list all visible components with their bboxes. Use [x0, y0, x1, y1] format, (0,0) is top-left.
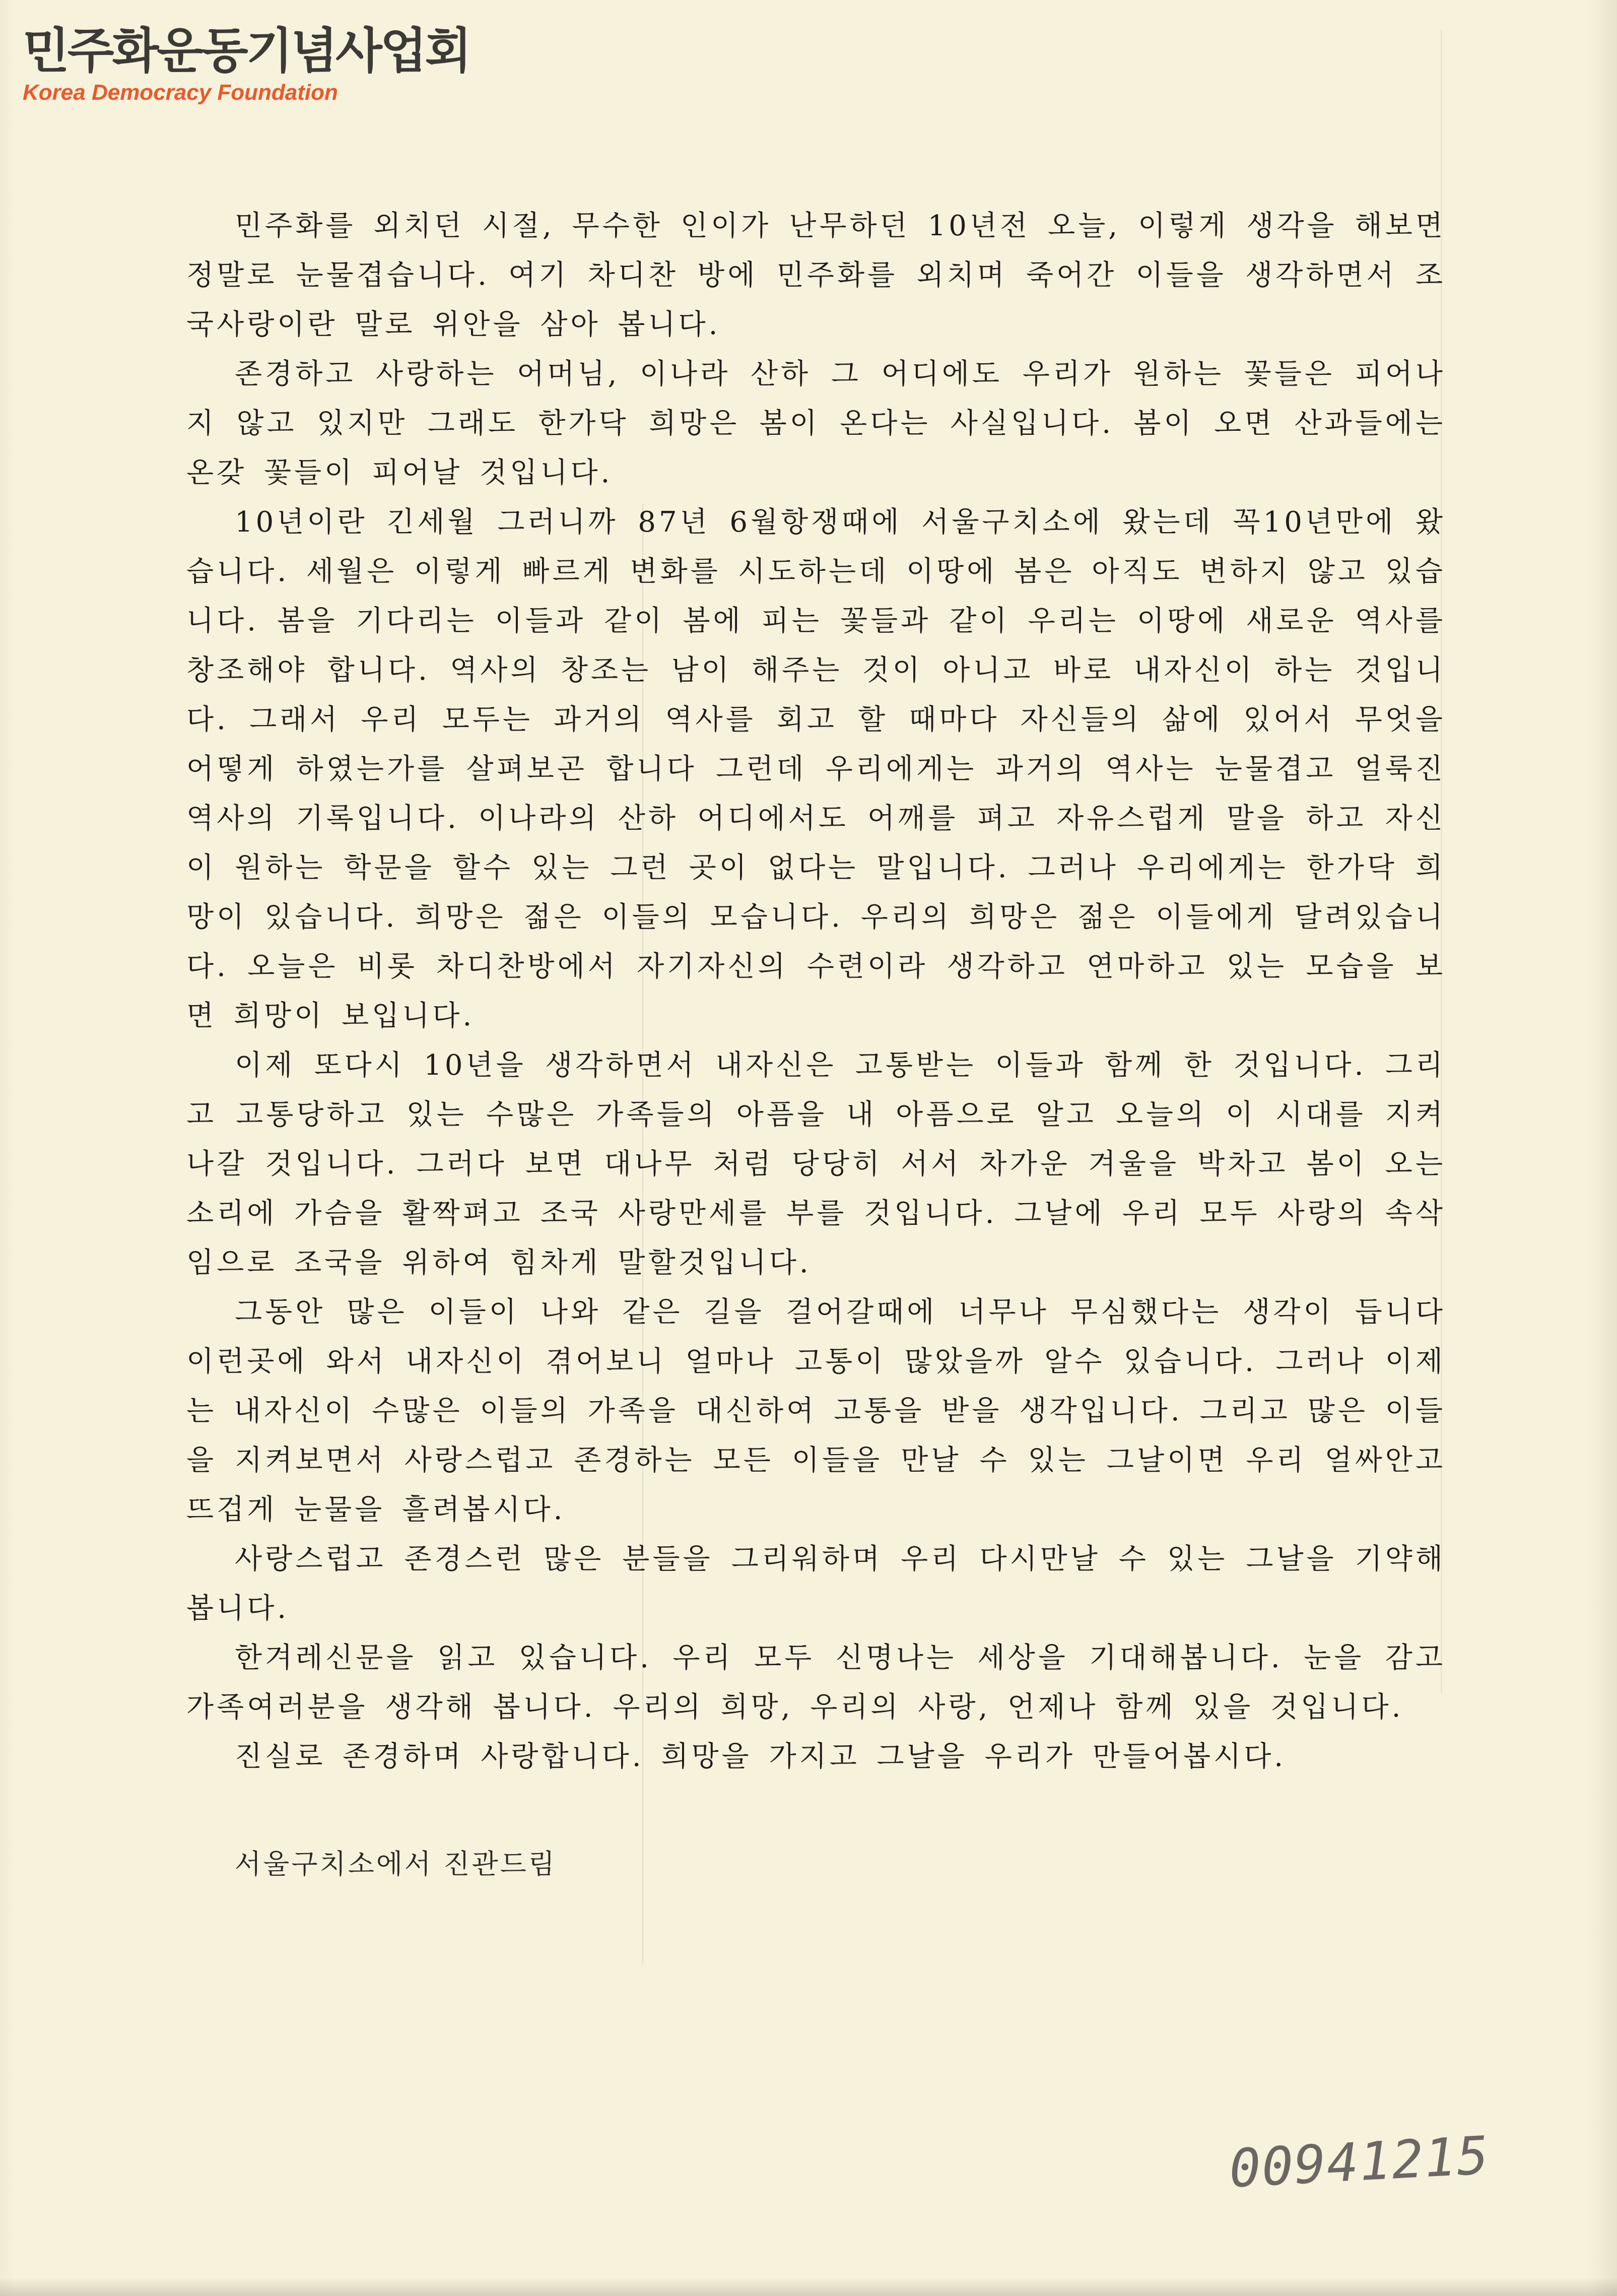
logo-english-text: Korea Democracy Foundation — [23, 80, 338, 105]
paragraph: 존경하고 사랑하는 어머님, 이나라 산하 그 어디에도 우리가 원하는 꽃들은 피어나지 않고 있지만 그래도 한가닥 희망은 봄이 온다는 사실입니다. 봄이 오면 산과들에는 온갖 꽃들이 피어날 것입니다. — [186, 358, 1446, 489]
paragraph: 민주화를 외치던 시절, 무수한 인이가 난무하던 10년전 오늘, 이렇게 생각을 해보면 정말로 눈물겹습니다. 여기 차디찬 방에 민주화를 외치며 죽어간 이들을 생각하면서 조국사랑이란 말로 위안을 삼아 봅니다. — [186, 210, 1446, 341]
paragraph: 사랑스럽고 존경스런 많은 분들을 그리워하며 우리 다시만날 수 있는 그날을 기약해 봅니다. — [186, 1543, 1446, 1625]
paragraph: 이제 또다시 10년을 생각하면서 내자신은 고통받는 이들과 함께 한 것입니다. 그리고 고통당하고 있는 수많은 가족들의 아픔을 내 아픔으로 알고 오늘의 이 시대를 지켜나갈 것입니다. 그러다 보면 대나무 처럼 당당히 서서 차가운 겨울을 박차고 봄이 오는 소리에 가슴을 활짝펴고 조국 사랑만세를 부를 것입니다. 그날에 우리 모두 사랑의 속삭임으로 조국을 위하여 힘차게 말할것입니다. — [186, 1049, 1446, 1279]
paragraph: 한겨레신문을 읽고 있습니다. 우리 모두 신명나는 세상을 기대해봅니다. 눈을 감고 가족여러분을 생각해 봅니다. 우리의 희망, 우리의 사랑, 언제나 함께 있을 것입니다. — [186, 1642, 1446, 1724]
letter-body — [186, 202, 1446, 1889]
paragraph: 진실로 존경하며 사랑합니다. 희망을 가지고 그날을 우리가 만들어봅시다. — [235, 1740, 1287, 1773]
foundation-logo — [23, 23, 470, 105]
paragraph: 10년이란 긴세월 그러니까 87년 6월항쟁때에 서울구치소에 왔는데 꼭10년만에 왔습니다. 세월은 이렇게 빠르게 변화를 시도하는데 이땅에 봄은 아직도 변하지 않고 있습니다. 봄을 기다리는 이들과 같이 봄에 피는 꽃들과 같이 우리는 이땅에 새로운 역사를 창조해야 합니다. 역사의 창조는 남이 해주는 것이 아니고 바로 내자신이 하는 것입니다. 그래서 우리 모두는 과거의 역사를 회고 할 때마다 자신들의 삶에 있어서 무엇을 어떻게 하였는가를 살펴보곤 합니다 그런데 우리에게는 과거의 역사는 눈물겹고 얼룩진 역사의 기록입니다. 이나라의 산하 어디에서도 어깨를 펴고 자유스럽게 말을 하고 자신이 원하는 학문을 할수 있는 그런 곳이 없다는 말입니다. 그러나 우리에게는 한가닥 희망이 있습니다. 희망은 젊은 이들의 모습니다. 우리의 희망은 젊은 이들에게 달려있습니다. 오늘은 비롯 차디찬방에서 자기자신의 수련이라 생각하고 연마하고 있는 모습을 보면 희망이 보입니다. — [186, 506, 1446, 1032]
logo-korean-text: 민주화운동기념사업회 — [23, 23, 470, 79]
archive-number-stamp: 00941215 — [1228, 2124, 1491, 2200]
scan-bottom-edge — [0, 2277, 1617, 2296]
letter-signature: 서울구치소에서 진관드림 — [235, 1848, 557, 1880]
paragraph: 그동안 많은 이들이 나와 같은 길을 걸어갈때에 너무나 무심했다는 생각이 듭니다 이런곳에 와서 내자신이 겪어보니 얼마나 고통이 많았을까 알수 있습니다. 그러나 이제는 내자신이 수많은 이들의 가족을 대신하여 고통을 받을 생각입니다. 그리고 많은 이들을 지켜보면서 사랑스럽고 존경하는 모든 이들을 만날 수 있는 그날이면 우리 얼싸안고 뜨겁게 눈물을 흘려봅시다. — [186, 1296, 1446, 1526]
